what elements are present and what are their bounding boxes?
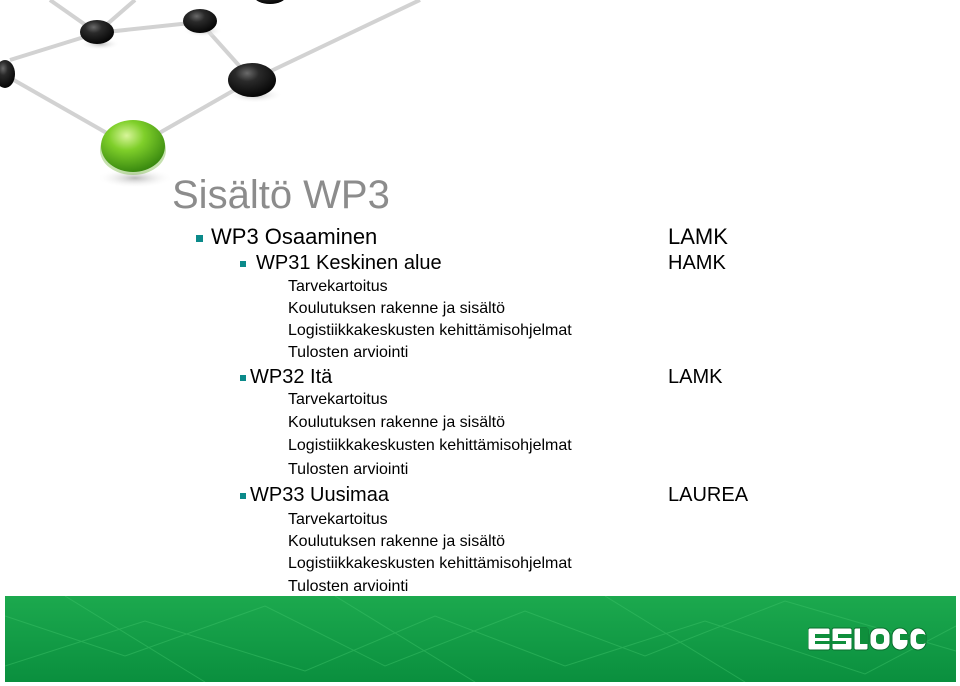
bullet-square-icon — [240, 375, 246, 381]
wp32-heading — [240, 366, 332, 389]
eslogc-logo — [808, 624, 928, 654]
wp32-org: LAMK — [668, 366, 723, 388]
wp32-item: Koulutuksen rakenne ja sisältö — [288, 414, 506, 431]
wp3-heading-label: WP3 Osaaminen — [211, 224, 378, 249]
node-black-4 — [0, 60, 15, 88]
wp33-heading — [240, 484, 389, 507]
bullet-square-icon — [196, 235, 203, 242]
wp31-heading — [240, 252, 442, 275]
wp33-item: Tarvekartoitus — [288, 511, 388, 528]
wp32-item: Tulosten arviointi — [288, 461, 409, 478]
wp33-item: Logistiikkakeskusten kehittämisohjelmat — [288, 555, 572, 572]
node-black-5 — [254, 0, 286, 4]
wp33-item: Koulutuksen rakenne ja sisältö — [288, 533, 506, 550]
footer-band — [5, 596, 956, 682]
wp33-label: WP33 Uusimaa — [250, 484, 389, 506]
wp33-org: LAUREA — [668, 484, 749, 506]
wp32-item: Tarvekartoitus — [288, 391, 388, 408]
wp31-item: Logistiikkakeskusten kehittämisohjelmat — [288, 322, 572, 339]
wp32-label: WP32 Itä — [250, 366, 333, 388]
bullet-square-icon — [240, 493, 246, 499]
node-black-2 — [183, 9, 217, 33]
slide-title: Sisältö WP3 — [172, 173, 390, 217]
node-black-1 — [80, 20, 114, 44]
node-green — [100, 120, 166, 175]
wp31-item: Koulutuksen rakenne ja sisältö — [288, 300, 506, 317]
wp31-item: Tarvekartoitus — [288, 278, 388, 295]
wp31-label: WP31 Keskinen alue — [256, 252, 442, 274]
wp31-item: Tulosten arviointi — [288, 344, 409, 361]
wp32-item: Logistiikkakeskusten kehittämisohjelmat — [288, 437, 572, 454]
wp31-org: HAMK — [668, 252, 726, 274]
bullet-square-icon — [240, 261, 246, 267]
node-black-3 — [228, 63, 276, 97]
wp3-org: LAMK — [668, 224, 728, 249]
network-graphic — [0, 0, 430, 200]
wp3-heading — [196, 224, 377, 249]
wp33-item: Tulosten arviointi — [288, 578, 409, 595]
